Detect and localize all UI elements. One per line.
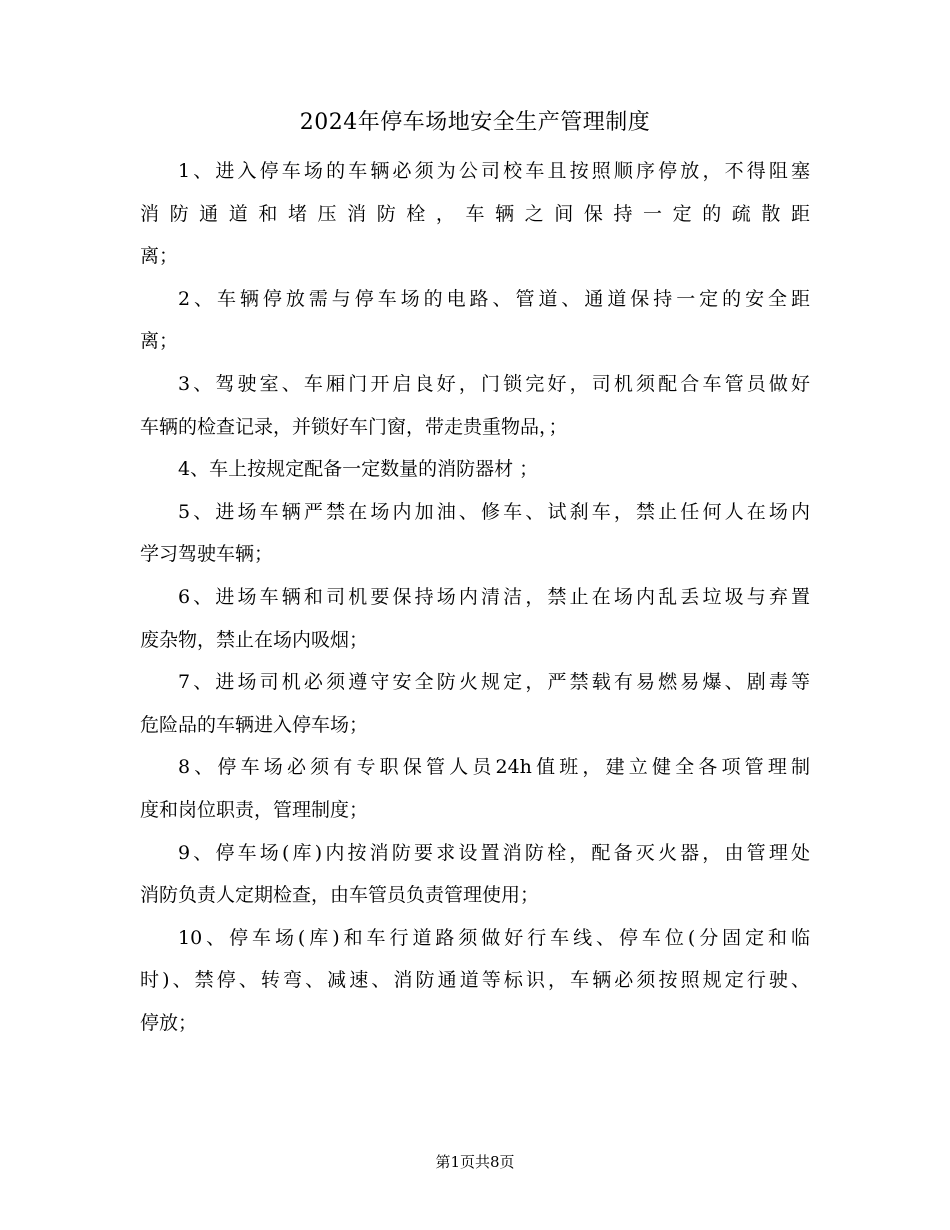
clause-paragraph [140, 150, 810, 278]
clause-paragraph [140, 278, 810, 363]
clause-paragraph [140, 746, 810, 831]
clause-line: 6、进场车辆和司机要保持场内清洁，禁止在场内乱丢垃圾与弃置 [178, 585, 810, 608]
clause-paragraph [140, 491, 810, 576]
clause-line: 消防负责人定期检查，由车管员负责管理使用； [140, 884, 540, 907]
clause-line: 3、驾驶室、车厢门开启良好，门锁完好，司机须配合车管员做好 [178, 372, 810, 395]
clause-paragraph [140, 917, 810, 1045]
clause-line: 7、进场司机必须遵守安全防火规定，严禁载有易燃易爆、剧毒等 [178, 671, 810, 694]
clause-line: 9、停车场(库)内按消防要求设置消防栓，配备灭火器，由管理处 [178, 841, 810, 864]
page-number: 第1页共8页 [435, 1153, 515, 1171]
clause-line: 学习驾驶车辆； [140, 543, 274, 566]
clause-line: 2、车辆停放需与停车场的电路、管道、通道保持一定的安全距 [178, 287, 810, 310]
clause-paragraph [140, 363, 810, 448]
clause-paragraph [140, 448, 810, 491]
clause-line: 消防通道和堵压消防栓，车辆之间保持一定的疏散距 [140, 202, 810, 225]
clause-line: 离； [140, 245, 179, 268]
clause-line: 5、进场车辆严禁在场内加油、修车、试刹车，禁止任何人在场内 [178, 500, 810, 523]
clause-paragraph [140, 832, 810, 917]
clause-line: 8、停车场必须有专职保管人员24h值班，建立健全各项管理制 [178, 756, 810, 779]
clause-line: 停放； [140, 1011, 198, 1034]
clause-line: 1、进入停车场的车辆必须为公司校车且按照顺序停放，不得阻塞 [178, 160, 810, 182]
clause-line: 时)、禁停、转弯、减速、消防通道等标识，车辆必须按照规定行驶、 [140, 969, 810, 992]
document-body [140, 150, 810, 1044]
clause-line: 度和岗位职责，管理制度； [140, 798, 369, 821]
clause-line: 废杂物，禁止在场内吸烟； [140, 628, 369, 651]
clause-line: 危险品的车辆进入停车场； [140, 713, 369, 736]
clause-paragraph [140, 576, 810, 661]
clause-paragraph [140, 661, 810, 746]
clause-line: 离； [140, 330, 179, 353]
document-title: 2024年停车场地安全生产管理制度 [299, 110, 651, 135]
clause-line: 车辆的检查记录，并锁好车门窗，带走贵重物品，； [140, 415, 568, 438]
clause-line: 10、停车场(库)和车行道路须做好行车线、停车位(分固定和临 [178, 926, 810, 949]
clause-line: 4、车上按规定配备一定数量的消防器材 ； [178, 458, 539, 481]
